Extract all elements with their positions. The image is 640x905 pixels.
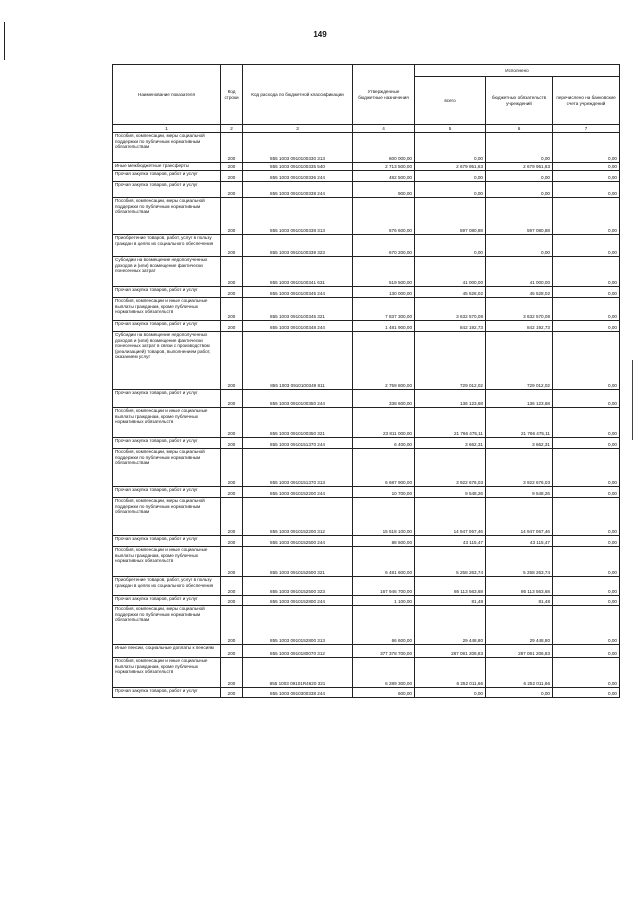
- cell-institutions: 3 922 676,03: [486, 449, 553, 487]
- cell-approved: 167 946 700,00: [353, 577, 415, 596]
- cell-name: Прочая закупка товаров, работ и услуг: [113, 171, 221, 182]
- cell-institutions: 842 192,73: [486, 321, 553, 332]
- cell-institutions: 136 123,68: [486, 390, 553, 408]
- cell-approved: 676 600,00: [353, 198, 415, 235]
- cell-kbk: 855 1003 0910100338 313: [243, 198, 353, 235]
- cell-name: Пособия, компенсации и иные социальные выплаты гражданам, кроме публичных нормативных обязательств: [113, 658, 221, 688]
- cell-approved: 15 518 100,00: [353, 498, 415, 536]
- table-row: [113, 390, 620, 408]
- table-row: [113, 449, 620, 487]
- header-kbk: Код расхода по бюджетной классификации: [243, 65, 353, 125]
- table-row: [113, 133, 620, 163]
- cell-transferred: 0,00: [553, 606, 620, 645]
- table-row: [113, 596, 620, 606]
- header-total: всего: [415, 77, 486, 125]
- cell-approved: 600,00: [353, 688, 415, 698]
- cell-name: Прочая закупка товаров, работ и услуг: [113, 487, 221, 498]
- cell-kbk: 855 1003 0910151370 244: [243, 438, 353, 449]
- cell-institutions: 0,00: [486, 688, 553, 698]
- table-row: [113, 438, 620, 449]
- cell-approved: 7 837 300,00: [353, 298, 415, 321]
- cell-institutions: 3 632 570,08: [486, 298, 553, 321]
- table-row: [113, 408, 620, 438]
- cell-code: 200: [221, 321, 243, 332]
- margin-line: [4, 22, 5, 60]
- table-row: [113, 198, 620, 235]
- table-row: [113, 498, 620, 536]
- cell-name: Пособия, компенсации и иные социальные выплаты гражданам, кроме публичных нормативных обязательств: [113, 408, 221, 438]
- cell-transferred: 0,00: [553, 298, 620, 321]
- cell-name: Пособия, компенсации и иные социальные выплаты гражданам, кроме публичных нормативных обязательств: [113, 547, 221, 577]
- cell-kbk: 855 1003 0910152200 244: [243, 487, 353, 498]
- table-body: [113, 133, 620, 698]
- cell-institutions: 41 000,00: [486, 257, 553, 287]
- cell-name: Прочая закупка товаров, работ и услуг: [113, 536, 221, 547]
- cell-institutions: 0,00: [486, 133, 553, 163]
- cell-transferred: 0,00: [553, 163, 620, 171]
- cell-code: 200: [221, 182, 243, 198]
- table-row: [113, 235, 620, 257]
- cell-kbk: 855 1003 0910152800 244: [243, 596, 353, 606]
- cell-transferred: 0,00: [553, 182, 620, 198]
- cell-transferred: 0,00: [553, 321, 620, 332]
- cell-code: 200: [221, 235, 243, 257]
- cell-kbk: 855 1003 0910300338 244: [243, 688, 353, 698]
- cell-name: Прочая закупка товаров, работ и услуг: [113, 596, 221, 606]
- table-row: [113, 182, 620, 198]
- cell-transferred: 0,00: [553, 408, 620, 438]
- column-number: 1: [113, 125, 221, 133]
- page-number: 149: [313, 30, 327, 39]
- cell-total: 136 123,68: [415, 390, 486, 408]
- cell-kbk: 855 1003 0910100341 631: [243, 257, 353, 287]
- cell-code: 200: [221, 287, 243, 298]
- budget-execution-table: [112, 64, 620, 698]
- cell-approved: 6 400,00: [353, 438, 415, 449]
- cell-approved: 482 500,00: [353, 171, 415, 182]
- cell-transferred: 0,00: [553, 171, 620, 182]
- cell-institutions: 287 081 206,83: [486, 645, 553, 658]
- cell-institutions: 6 252 011,66: [486, 658, 553, 688]
- cell-kbk: 855 1003 0910100348 244: [243, 321, 353, 332]
- cell-transferred: 0,00: [553, 235, 620, 257]
- cell-institutions: 3 662,31: [486, 438, 553, 449]
- cell-approved: 6 687 900,00: [353, 449, 415, 487]
- cell-name: Иные пенсии, социальные доплаты к пенсиям: [113, 645, 221, 658]
- cell-institutions: 597 080,88: [486, 198, 553, 235]
- cell-approved: 6 481 600,00: [353, 547, 415, 577]
- cell-approved: 900,00: [353, 182, 415, 198]
- cell-code: 200: [221, 596, 243, 606]
- header-executed: Исполнено: [415, 65, 620, 77]
- cell-code: 200: [221, 298, 243, 321]
- margin-line: [632, 360, 633, 440]
- cell-name: Пособия, компенсации, меры социальной поддержки по публичным нормативным обязательствам: [113, 133, 221, 163]
- cell-code: 200: [221, 688, 243, 698]
- cell-kbk: 855 1003 0910100335 540: [243, 163, 353, 171]
- cell-approved: 1 481 900,00: [353, 321, 415, 332]
- cell-code: 200: [221, 332, 243, 390]
- column-number: 5: [415, 125, 486, 133]
- cell-name: Прочая закупка товаров, работ и услуг: [113, 438, 221, 449]
- cell-name: Приобретение товаров, работ, услуг в пользу граждан в целях их социального обеспечения: [113, 235, 221, 257]
- cell-kbk: 855 1003 0910152500 321: [243, 547, 353, 577]
- cell-code: 200: [221, 438, 243, 449]
- cell-transferred: 0,00: [553, 332, 620, 390]
- cell-code: 200: [221, 487, 243, 498]
- table-row: [113, 163, 620, 171]
- cell-institutions: 14 947 067,46: [486, 498, 553, 536]
- cell-institutions: 0,00: [486, 171, 553, 182]
- header-code: Код строки: [221, 65, 243, 125]
- cell-total: 0,00: [415, 133, 486, 163]
- cell-total: 41 000,00: [415, 257, 486, 287]
- column-number: 7: [553, 125, 620, 133]
- table-row: [113, 606, 620, 645]
- table-row: [113, 332, 620, 390]
- cell-institutions: 86 113 563,68: [486, 577, 553, 596]
- cell-name: Пособия, компенсации, меры социальной поддержки по публичным нормативным обязательствам: [113, 449, 221, 487]
- cell-total: 597 080,88: [415, 198, 486, 235]
- cell-approved: 377 378 700,00: [353, 645, 415, 658]
- cell-name: Иные межбюджетные трансферты: [113, 163, 221, 171]
- cell-kbk: 855 1003 0910100349 811: [243, 332, 353, 390]
- cell-institutions: 9 548,26: [486, 487, 553, 498]
- table-row: [113, 658, 620, 688]
- cell-kbk: 855 1003 0910100330 313: [243, 133, 353, 163]
- cell-institutions: 729 012,02: [486, 332, 553, 390]
- cell-kbk: 855 1003 0910151370 313: [243, 449, 353, 487]
- cell-transferred: 0,00: [553, 658, 620, 688]
- cell-transferred: 0,00: [553, 645, 620, 658]
- cell-total: 45 528,02: [415, 287, 486, 298]
- cell-approved: 600 000,00: [353, 133, 415, 163]
- cell-total: 29 448,80: [415, 606, 486, 645]
- column-number: 4: [353, 125, 415, 133]
- cell-name: Прочая закупка товаров, работ и услуг: [113, 287, 221, 298]
- cell-transferred: 0,00: [553, 596, 620, 606]
- cell-transferred: 0,00: [553, 133, 620, 163]
- cell-total: 14 947 067,46: [415, 498, 486, 536]
- cell-approved: 2 759 800,00: [353, 332, 415, 390]
- cell-total: 9 548,26: [415, 487, 486, 498]
- cell-kbk: 855 1003 0910180070 312: [243, 645, 353, 658]
- cell-code: 200: [221, 257, 243, 287]
- cell-total: 3 922 676,03: [415, 449, 486, 487]
- cell-name: Прочая закупка товаров, работ и услуг: [113, 390, 221, 408]
- cell-transferred: 0,00: [553, 198, 620, 235]
- cell-name: Прочая закупка товаров, работ и услуг: [113, 182, 221, 198]
- cell-total: 3 632 570,08: [415, 298, 486, 321]
- cell-total: 2 679 951,63: [415, 163, 486, 171]
- table-row: [113, 298, 620, 321]
- cell-kbk: 855 1003 0910152500 323: [243, 577, 353, 596]
- cell-kbk: 855 1003 0910152800 313: [243, 606, 353, 645]
- table-row: [113, 688, 620, 698]
- cell-name: Прочая закупка товаров, работ и услуг: [113, 688, 221, 698]
- cell-total: 81,48: [415, 596, 486, 606]
- cell-total: 5 258 263,74: [415, 547, 486, 577]
- cell-code: 200: [221, 133, 243, 163]
- cell-approved: 670 200,00: [353, 235, 415, 257]
- cell-approved: 88 600,00: [353, 536, 415, 547]
- cell-total: 0,00: [415, 688, 486, 698]
- cell-transferred: 0,00: [553, 438, 620, 449]
- cell-name: Пособия, компенсации и иные социальные выплаты гражданам, кроме публичных нормативных обязательств: [113, 298, 221, 321]
- cell-name: Субсидии на возмещение недополученных доходов и (или) возмещение фактически понесенных затрат: [113, 257, 221, 287]
- cell-transferred: 0,00: [553, 688, 620, 698]
- cell-code: 200: [221, 390, 243, 408]
- cell-transferred: 0,00: [553, 547, 620, 577]
- header-approved: Утвержденные бюджетные назначения: [353, 65, 415, 125]
- cell-total: 43 115,47: [415, 536, 486, 547]
- cell-kbk: 855 1003 0910100345 244: [243, 287, 353, 298]
- cell-name: Приобретение товаров, работ, услуг в пользу граждан в целях их социального обеспечения: [113, 577, 221, 596]
- table-row: [113, 577, 620, 596]
- header-name: Наименование показателя: [113, 65, 221, 125]
- column-number: 2: [221, 125, 243, 133]
- cell-name: Прочая закупка товаров, работ и услуг: [113, 321, 221, 332]
- table-row: [113, 257, 620, 287]
- cell-total: 0,00: [415, 171, 486, 182]
- cell-kbk: 855 1003 0910152500 244: [243, 536, 353, 547]
- cell-code: 200: [221, 449, 243, 487]
- cell-approved: 66 600,00: [353, 606, 415, 645]
- cell-institutions: 0,00: [486, 235, 553, 257]
- cell-institutions: 5 258 263,74: [486, 547, 553, 577]
- cell-institutions: 21 766 475,11: [486, 408, 553, 438]
- cell-kbk: 855 1003 0910100350 321: [243, 408, 353, 438]
- cell-code: 200: [221, 606, 243, 645]
- table-row: [113, 171, 620, 182]
- cell-code: 200: [221, 577, 243, 596]
- cell-kbk: 855 1003 0910100339 323: [243, 235, 353, 257]
- cell-name: Пособия, компенсации, меры социальной поддержки по публичным нормативным обязательствам: [113, 198, 221, 235]
- cell-total: 21 766 475,11: [415, 408, 486, 438]
- cell-name: Субсидии на возмещение недополученных доходов и (или) возмещение фактически понесенных затрат в связи с производством (реализацией) товаров, выполнением работ, оказанием услуг: [113, 332, 221, 390]
- cell-code: 200: [221, 658, 243, 688]
- column-number: 3: [243, 125, 353, 133]
- cell-kbk: 855 1003 0910100345 321: [243, 298, 353, 321]
- cell-institutions: 0,00: [486, 182, 553, 198]
- cell-approved: 1 100,00: [353, 596, 415, 606]
- cell-transferred: 0,00: [553, 536, 620, 547]
- column-number: 6: [486, 125, 553, 133]
- cell-total: 86 113 563,68: [415, 577, 486, 596]
- cell-code: 200: [221, 408, 243, 438]
- cell-kbk: 855 1003 0910100350 244: [243, 390, 353, 408]
- table-row: [113, 321, 620, 332]
- cell-transferred: 0,00: [553, 449, 620, 487]
- cell-name: Пособия, компенсации, меры социальной поддержки по публичным нормативным обязательствам: [113, 606, 221, 645]
- cell-approved: 2 713 500,00: [353, 163, 415, 171]
- cell-approved: 6 289 300,00: [353, 658, 415, 688]
- cell-total: 0,00: [415, 182, 486, 198]
- table-row: [113, 547, 620, 577]
- cell-institutions: 29 448,80: [486, 606, 553, 645]
- cell-kbk: 855 1003 0910100338 244: [243, 182, 353, 198]
- cell-name: Пособия, компенсации, меры социальной поддержки по публичным нормативным обязательствам: [113, 498, 221, 536]
- cell-institutions: 2 679 951,63: [486, 163, 553, 171]
- cell-kbk: 855 1003 0910100336 244: [243, 171, 353, 182]
- cell-total: 729 012,02: [415, 332, 486, 390]
- cell-approved: 338 600,00: [353, 390, 415, 408]
- cell-total: 6 252 011,66: [415, 658, 486, 688]
- cell-transferred: 0,00: [553, 390, 620, 408]
- cell-code: 200: [221, 536, 243, 547]
- cell-code: 200: [221, 163, 243, 171]
- cell-total: 3 662,31: [415, 438, 486, 449]
- cell-transferred: 0,00: [553, 257, 620, 287]
- cell-transferred: 0,00: [553, 287, 620, 298]
- cell-institutions: 43 115,47: [486, 536, 553, 547]
- header-budget-institutions: бюджетных обязательств учреждений: [486, 77, 553, 125]
- cell-total: 842 192,73: [415, 321, 486, 332]
- cell-code: 200: [221, 547, 243, 577]
- cell-code: 200: [221, 498, 243, 536]
- cell-code: 200: [221, 198, 243, 235]
- cell-transferred: 0,00: [553, 498, 620, 536]
- cell-approved: 10 700,00: [353, 487, 415, 498]
- cell-code: 200: [221, 645, 243, 658]
- cell-kbk: 855 1003 0910152200 312: [243, 498, 353, 536]
- table-row: [113, 487, 620, 498]
- cell-approved: 130 000,00: [353, 287, 415, 298]
- table-row: [113, 645, 620, 658]
- cell-institutions: 45 528,02: [486, 287, 553, 298]
- cell-approved: 519 500,00: [353, 257, 415, 287]
- cell-approved: 23 811 000,00: [353, 408, 415, 438]
- cell-transferred: 0,00: [553, 487, 620, 498]
- cell-kbk: 855 1003 09101R4620 321: [243, 658, 353, 688]
- cell-total: 0,00: [415, 235, 486, 257]
- table-row: [113, 287, 620, 298]
- table-row: [113, 536, 620, 547]
- cell-institutions: 81,48: [486, 596, 553, 606]
- cell-code: 200: [221, 171, 243, 182]
- header-transferred: перечислено на банковские счета учреждений: [553, 77, 620, 125]
- cell-transferred: 0,00: [553, 577, 620, 596]
- cell-total: 287 081 206,83: [415, 645, 486, 658]
